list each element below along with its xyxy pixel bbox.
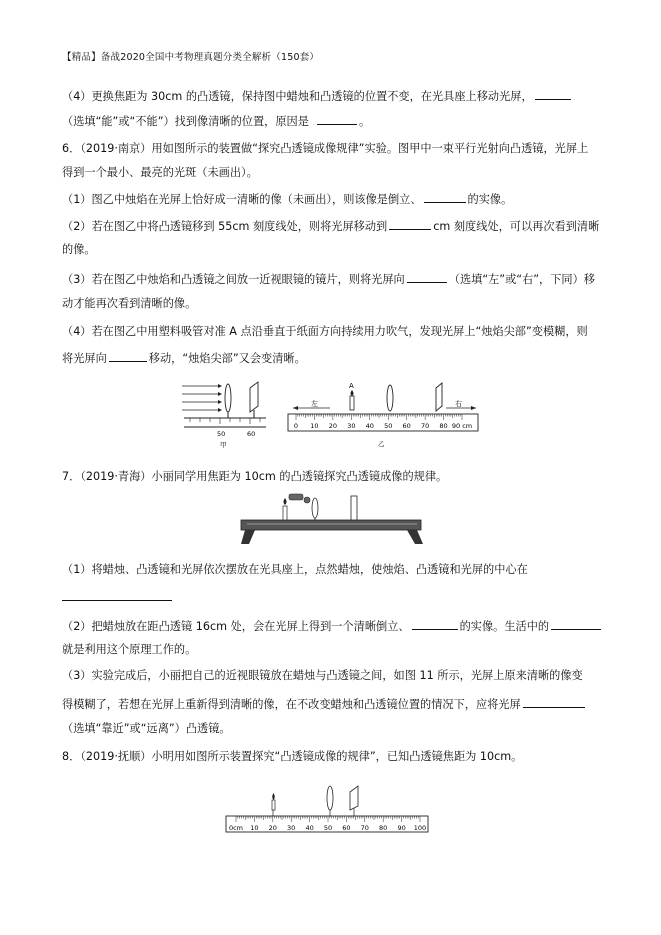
answer-blank[interactable] <box>424 191 466 203</box>
figure-yi <box>288 382 478 448</box>
answer-blank[interactable] <box>62 600 172 601</box>
answer-blank[interactable] <box>412 618 458 630</box>
q6-part4-line1: （4）若在图乙中用塑料吸管对准 A 点沿垂直于纸面方向持续用力吹气，发现光屏上“烛焰尖部”变模糊，则 <box>62 325 588 338</box>
q5-part4-text-b: （选填“能”或“不能”）找到像清晰的位置，原因是 <box>62 115 309 128</box>
point-a-label: A <box>349 382 354 390</box>
yi-tick-label: 20 <box>328 422 338 430</box>
yi-right-label: 右 <box>455 400 462 408</box>
q6-part4-end: 移动，“烛焰尖部”又会变清晰。 <box>148 352 306 365</box>
yi-tick-label: 60 <box>402 422 411 430</box>
q6-part3-text-b: （选填“左”或“右”，下同）移 <box>448 273 595 286</box>
answer-blank[interactable] <box>551 618 601 630</box>
q7-part2-text-b: 的实像。生活中的 <box>459 620 550 633</box>
yi-tick-label: 10 <box>310 422 319 430</box>
yi-tick-label: 70 <box>420 422 430 430</box>
q8-tick-label: 10 <box>250 824 259 832</box>
q8-tick-label: 100 <box>413 824 427 832</box>
q7-part2-text: （2）把蜡烛放在距凸透镜 16cm 处，会在光屏上得到一个清晰倒立、 <box>62 620 410 633</box>
q6-stem-line2: 得到一个最小、最亮的光斑（未画出）。 <box>62 166 258 179</box>
q5-part4-end: 。 <box>358 115 371 128</box>
q8-tick-label: 70 <box>360 824 369 832</box>
q7-part3-line3: （选填“靠近”或“远离”）凸透镜。 <box>62 722 231 735</box>
yi-left-label: 左 <box>311 400 318 408</box>
q6-stem-line1: 6．（2019·南京）用如图所示的装置做“探究凸透镜成像规律”实验。图甲中一束平行光射向凸透镜，光屏上 <box>62 142 589 155</box>
figure-jia <box>182 382 266 449</box>
figure-q7-bench <box>237 486 427 550</box>
q6-part4-line2 <box>62 350 306 366</box>
q5-part4-line1 <box>62 88 573 104</box>
yi-tick-label: 80 <box>439 422 448 430</box>
q8-tick-label: 30 <box>287 824 296 832</box>
q5-part4-text: （4）更换焦距为 30cm 的凸透镜，保持图中蜡烛和凸透镜的位置不变，在光具座上移动光屏， <box>62 90 533 103</box>
yi-tick-label: 40 <box>365 422 374 430</box>
q7-part3-line1: （3）实验完成后，小丽把自己的近视眼镜放在蜡烛与凸透镜之间，如图 11 所示，光屏上原来清晰的像变 <box>62 669 583 682</box>
q6-part4-text: 将光屏向 <box>62 352 107 365</box>
q6-part3-line2: 动才能再次看到清晰的像。 <box>62 297 197 310</box>
answer-blank[interactable] <box>389 218 431 230</box>
q7-part3-line2 <box>62 696 587 712</box>
q7-part2-line2: 就是利用这个原理工作的。 <box>62 643 197 656</box>
q7-stem: 7．（2019·青海）小丽同学用焦距为 10cm 的凸透镜探究凸透镜成像的规律。 <box>62 470 448 483</box>
q8-tick-label: 40 <box>305 824 314 832</box>
q6-part1-text: （1）图乙中烛焰在光屏上恰好成一清晰的像（未画出），则该像是倒立、 <box>62 193 422 206</box>
q6-part1-end: 的实像。 <box>467 193 513 206</box>
jia-caption: 甲 <box>220 441 227 449</box>
q6-part2-text: （2）若在图乙中将凸透镜移到 55cm 刻度线处，则将光屏移动到 <box>62 220 388 233</box>
q8-tick-label: 80 <box>379 824 388 832</box>
q8-tick-label: 20 <box>268 824 277 832</box>
q8-tick-label: 50 <box>323 824 333 832</box>
q8-tick-label: 90 <box>397 824 406 832</box>
answer-blank[interactable] <box>109 350 147 362</box>
q6-part3-line1 <box>62 271 595 287</box>
q6-part1 <box>62 191 512 207</box>
figure-q8-bench <box>222 784 432 838</box>
q6-part2-text-b: cm 刻度线处，可以再次看到清晰 <box>433 220 600 233</box>
yi-tick-label: 0 <box>293 422 299 430</box>
q7-part3-text: 得模糊了，若想在光屏上重新得到清晰的像，在不改变蜡烛和凸透镜位置的情况下，应将光屏 <box>62 698 521 711</box>
page-header: 【精品】备战2020全国中考物理真题分类全解析（150套） <box>62 52 320 63</box>
q6-part3-text: （3）若在图乙中烛焰和凸透镜之间放一近视眼镜的镜片，则将光屏向 <box>62 273 405 286</box>
q8-tick-label: 0cm <box>228 824 244 832</box>
jia-tick-50: 50 <box>217 430 226 438</box>
answer-blank[interactable] <box>317 113 357 125</box>
q8-stem: 8．（2019·抚顺）小明用如图所示装置探究“凸透镜成像的规律”，已知凸透镜焦距为 10cm。 <box>62 750 523 763</box>
q7-part2-line1 <box>62 618 603 634</box>
answer-blank[interactable] <box>523 696 585 708</box>
q5-part4-line2 <box>62 113 370 129</box>
answer-blank[interactable] <box>407 271 447 283</box>
q6-figures <box>180 378 480 450</box>
yi-tick-label: 30 <box>347 422 356 430</box>
q7-part1-line1: （1）将蜡烛、凸透镜和光屏依次摆放在光具座上，点然蜡烛，使烛焰、凸透镜和光屏的中心在 <box>62 563 528 576</box>
q6-part2-line1 <box>62 218 599 234</box>
yi-tick-label: 50 <box>384 422 393 430</box>
yi-caption: 乙 <box>378 440 385 448</box>
yi-tick-label: 90 cm <box>451 422 473 430</box>
jia-tick-60: 60 <box>247 430 256 438</box>
q6-part2-line2: 的像。 <box>62 243 96 256</box>
answer-blank[interactable] <box>535 88 571 100</box>
q8-tick-label: 60 <box>342 824 351 832</box>
